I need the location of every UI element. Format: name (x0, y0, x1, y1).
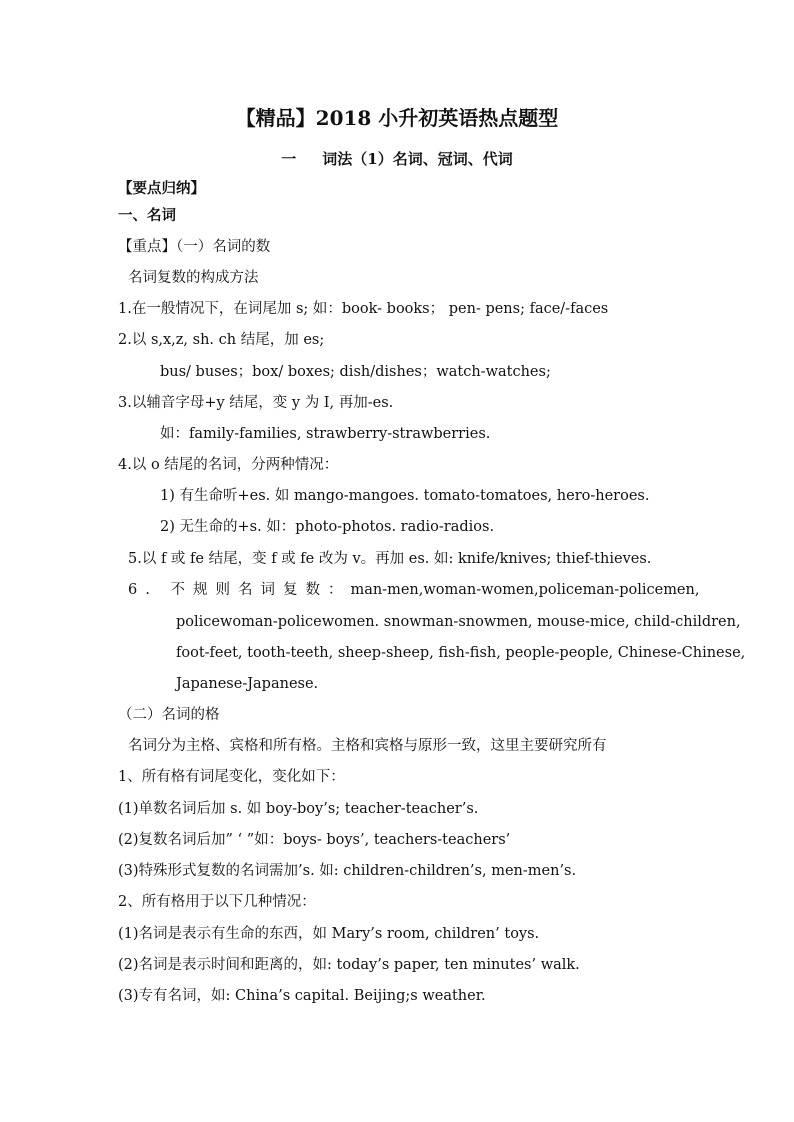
rule-4: 4.以 o 结尾的名词，分两种情况： (118, 457, 339, 473)
rule-6-examples-line-3: foot-feet, tooth-teeth, sheep-sheep, fish-fish, people-people, Chinese-Chinese, (176, 645, 746, 661)
possessive-intro: 名词分为主格、宾格和所有格。主格和宾格与原形一致，这里主要研究所有 (128, 738, 607, 754)
page-title: 【精品】2018 小升初英语热点题型 (235, 106, 559, 130)
rule-2-examples: bus/ buses；box/ boxes; dish/dishes；watch-watches; (160, 364, 551, 380)
noun-heading: 一、名词 (118, 207, 176, 224)
possessive-rule-2c: (3)专有名词，如: China’s capital. Beijing;s weather. (118, 988, 486, 1004)
rule-2: 2.以 s,x,z, sh. ch 结尾，加 es; (118, 332, 325, 348)
possessive-rule-2b: (2)名词是表示时间和距离的，如: today’s paper, ten minutes’ walk. (118, 957, 580, 973)
possessive-rule-1: 1、所有格有词尾变化，变化如下： (118, 769, 345, 785)
rule-4-case-2: 2) 无生命的+s. 如：photo-photos. radio-radios. (160, 519, 495, 535)
rule-6-example-1: man-men, (350, 582, 424, 598)
rule-6-line (128, 580, 700, 600)
rule-6-example-3: policeman-policemen, (538, 582, 700, 598)
possessive-rule-1a: (1)单数名词后加 s. 如 boy-boy’s; teacher-teacher’s. (118, 801, 479, 817)
rule-1: 1.在一般情况下，在词尾加 s; 如：book- books； pen- pens; face/-faces (118, 301, 609, 317)
rule-6-label: 6. 不规则名词复数： (128, 582, 351, 598)
rule-4-case-1: 1) 有生命听+es. 如 mango-mangoes. tomato-tomatoes, hero-heroes. (160, 488, 650, 504)
section-subtitle (0, 148, 794, 170)
rule-3: 3.以辅音字母+y 结尾，变 y 为 I, 再加-es. (118, 395, 394, 411)
key-points-heading: 【要点归纳】 (118, 180, 205, 197)
rule-6-examples-line-2: policewoman-policewomen. snowman-snowmen, mouse-mice, child-children, (176, 614, 741, 630)
possessive-rule-2a: (1)名词是表示有生命的东西，如 Mary’s room, children’ toys. (118, 926, 540, 942)
possessive-rule-1b: (2)复数名词后加” ‘ ”如：boys- boys’, teachers-teachers’ (118, 832, 511, 848)
possessive-rule-1c: (3)特殊形式复数的名词需加’s. 如: children-children’s, men-men’s. (118, 863, 577, 879)
plural-formation-heading: 名词复数的构成方法 (128, 270, 259, 286)
focus-noun-number: 【重点】（一）名词的数 (118, 239, 271, 255)
rule-6-examples-line-4: Japanese-Japanese. (176, 676, 319, 692)
possessive-rule-2: 2、所有格用于以下几种情况： (118, 894, 316, 910)
rule-5: 5.以 f 或 fe 结尾，变 f 或 fe 改为 v。再加 es. 如: knife/knives; thief-thieves. (128, 551, 652, 567)
section-subtitle-text: 词法（1）名词、冠词、代词 (322, 150, 513, 168)
rule-6-example-2: woman-women, (423, 582, 539, 598)
possessive-heading: （二）名词的格 (118, 707, 220, 723)
section-number: 一 (281, 150, 297, 168)
rule-3-examples: 如：family-families, strawberry-strawberries. (160, 426, 491, 442)
